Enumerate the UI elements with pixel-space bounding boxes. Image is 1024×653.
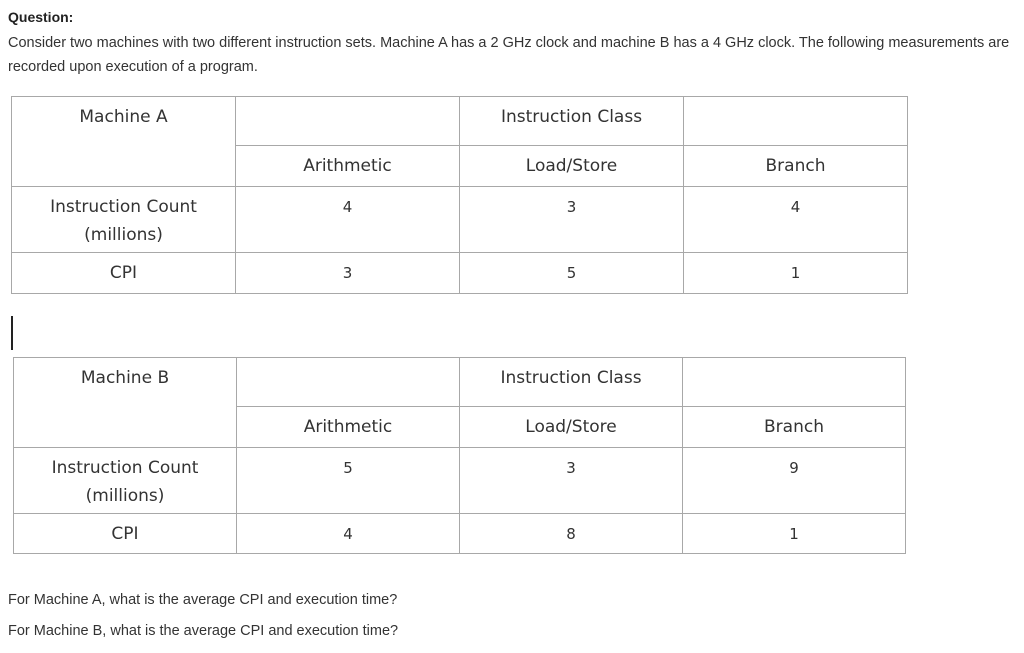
class-header: Load/Store — [525, 156, 618, 176]
class-header-load-store — [460, 407, 683, 448]
value-cell — [683, 448, 906, 514]
question-machine-a: For Machine A, what is the average CPI and execution time? — [8, 592, 398, 608]
row-label-unit: (millions) — [85, 486, 165, 506]
row-label-cell — [14, 448, 237, 514]
empty-cell — [684, 97, 908, 146]
table-title-cell — [14, 358, 237, 448]
value: 8 — [566, 525, 576, 543]
text-cursor — [11, 316, 13, 350]
class-header-arithmetic — [236, 146, 460, 187]
row-label: CPI — [109, 263, 138, 283]
value-cell — [684, 187, 908, 253]
machine-a-table — [11, 96, 908, 294]
empty-cell — [236, 97, 460, 146]
value-cell — [460, 448, 683, 514]
class-header-arithmetic — [237, 407, 460, 448]
table-row — [12, 253, 908, 294]
question-intro: Consider two machines with two different instruction sets. Machine A has a 2 GHz clock and machine B has a 4 GHz clock. The following measurements are recorded upon execution of a program. — [8, 35, 1010, 75]
class-header-branch — [684, 146, 908, 187]
value-cell — [460, 253, 684, 294]
value: 4 — [343, 525, 353, 543]
value-cell — [683, 514, 906, 554]
value-cell — [236, 187, 460, 253]
table-title-cell — [12, 97, 236, 187]
class-header: Arithmetic — [303, 156, 392, 176]
value-cell — [460, 514, 683, 554]
value-cell — [236, 253, 460, 294]
value: 3 — [342, 264, 353, 282]
value: 3 — [566, 198, 577, 216]
value: 1 — [789, 525, 799, 543]
group-header-cell — [460, 358, 683, 407]
value-cell — [237, 514, 460, 554]
table-title: Machine B — [80, 368, 170, 388]
value: 1 — [790, 264, 801, 282]
value: 4 — [790, 198, 801, 216]
value-cell — [237, 448, 460, 514]
class-header: Arithmetic — [303, 417, 393, 437]
value: 9 — [789, 459, 799, 477]
question-heading: Question: — [8, 9, 74, 25]
class-header: Branch — [765, 156, 826, 176]
question-machine-b: For Machine B, what is the average CPI and execution time? — [8, 623, 399, 639]
row-label: Instruction Count — [51, 458, 199, 478]
empty-cell — [683, 358, 906, 407]
row-label-cell — [12, 253, 236, 294]
table-title: Machine A — [79, 107, 168, 127]
table-row — [14, 448, 906, 514]
value: 5 — [566, 264, 577, 282]
row-label-unit: (millions) — [84, 225, 163, 245]
row-label: Instruction Count — [50, 197, 197, 217]
row-label-cell — [14, 514, 237, 554]
group-header: Instruction Class — [500, 368, 642, 388]
machine-b-table — [13, 357, 906, 554]
class-header-branch — [683, 407, 906, 448]
class-header: Branch — [764, 417, 824, 437]
group-header-cell — [460, 97, 684, 146]
value-cell — [684, 253, 908, 294]
class-header-load-store — [460, 146, 684, 187]
class-header: Load/Store — [525, 417, 617, 437]
value: 3 — [566, 459, 576, 477]
table-row — [14, 514, 906, 554]
table-row — [12, 187, 908, 253]
group-header: Instruction Class — [500, 107, 643, 127]
value: 5 — [343, 459, 353, 477]
empty-cell — [237, 358, 460, 407]
row-label: CPI — [111, 524, 139, 544]
row-label-cell — [12, 187, 236, 253]
value-cell — [460, 187, 684, 253]
value: 4 — [342, 198, 353, 216]
